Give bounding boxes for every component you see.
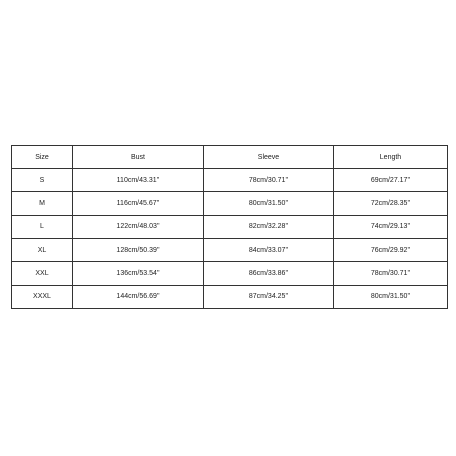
size-cell: XXL (12, 262, 73, 285)
bust-cell: 144cm/56.69'' (73, 285, 204, 308)
table-row (12, 285, 448, 308)
size-cell: XL (12, 238, 73, 261)
length-cell: 78cm/30.71'' (334, 262, 448, 285)
header-size: Size (12, 146, 73, 169)
bust-cell: 128cm/50.39'' (73, 238, 204, 261)
sleeve-cell: 78cm/30.71'' (204, 169, 334, 192)
header-sleeve: Sleeve (204, 146, 334, 169)
size-cell: S (12, 169, 73, 192)
table-row (12, 238, 448, 261)
table-row (12, 262, 448, 285)
bust-cell: 116cm/45.67'' (73, 192, 204, 215)
sleeve-cell: 84cm/33.07'' (204, 238, 334, 261)
table-row (12, 192, 448, 215)
length-cell: 76cm/29.92'' (334, 238, 448, 261)
bust-cell: 136cm/53.54'' (73, 262, 204, 285)
table-row (12, 215, 448, 238)
sleeve-cell: 80cm/31.50'' (204, 192, 334, 215)
length-cell: 74cm/29.13'' (334, 215, 448, 238)
sleeve-cell: 82cm/32.28'' (204, 215, 334, 238)
sleeve-cell: 86cm/33.86'' (204, 262, 334, 285)
table-row (12, 169, 448, 192)
header-length: Length (334, 146, 448, 169)
length-cell: 72cm/28.35'' (334, 192, 448, 215)
sleeve-cell: 87cm/34.25'' (204, 285, 334, 308)
length-cell: 69cm/27.17'' (334, 169, 448, 192)
bust-cell: 122cm/48.03'' (73, 215, 204, 238)
size-cell: M (12, 192, 73, 215)
size-cell: L (12, 215, 73, 238)
table-header-row (12, 146, 448, 169)
header-bust: Bust (73, 146, 204, 169)
size-chart-table (11, 145, 448, 309)
length-cell: 80cm/31.50'' (334, 285, 448, 308)
bust-cell: 110cm/43.31'' (73, 169, 204, 192)
size-cell: XXXL (12, 285, 73, 308)
